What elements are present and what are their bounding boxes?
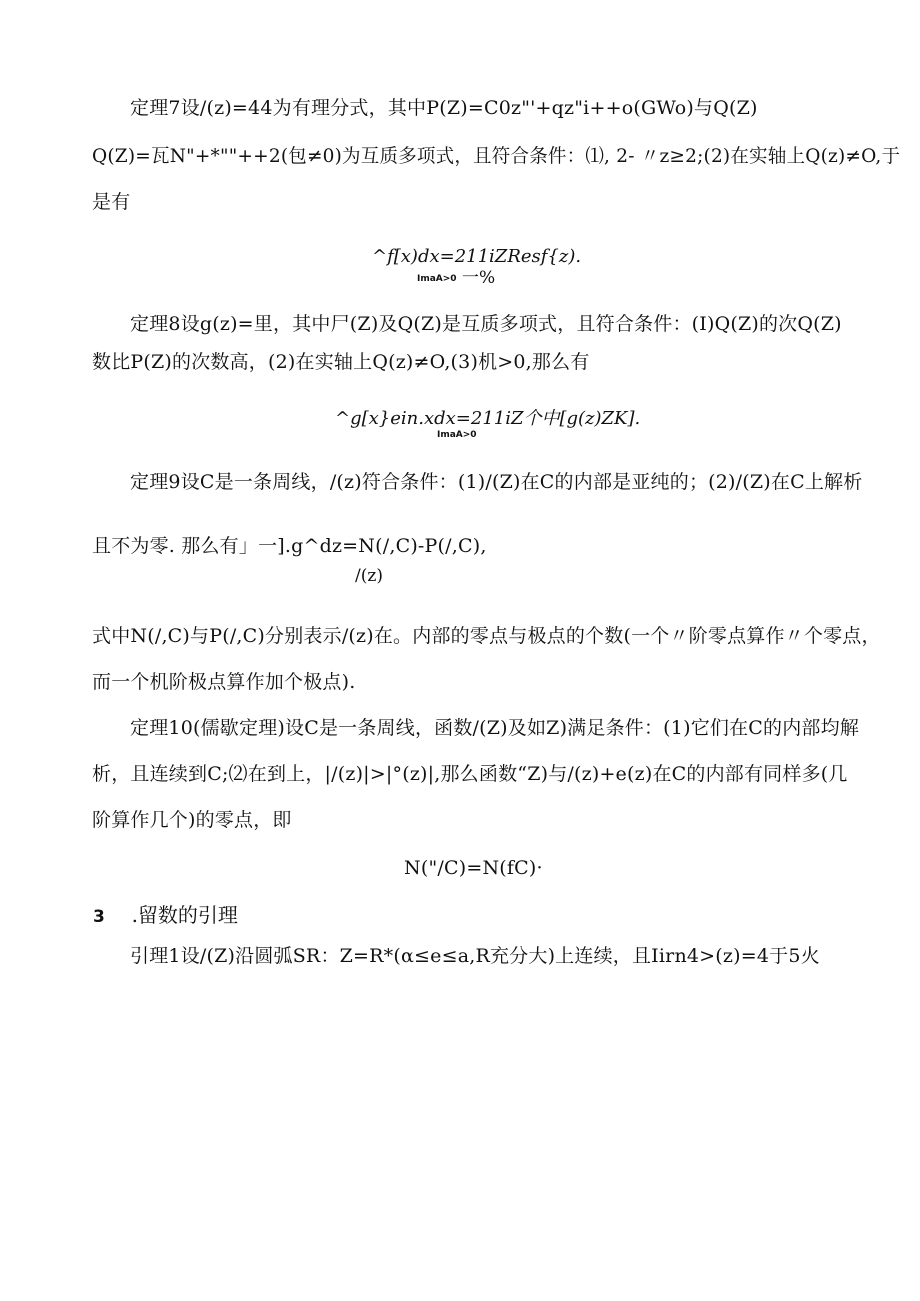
section-3-heading	[93, 902, 238, 930]
theorem8-formula: ^g[x}ein.xdx=211iZ个中[g(z)ZK].	[335, 408, 641, 429]
theorem8-line1: 定理8设g(z)=里，其中尸(Z)及Q(Z)是互质多项式，且符合条件：(I)Q(Z)的次Q(Z)	[130, 313, 842, 335]
theorem7-line1: 定理7设/(z)=44为有理分式，其中P(Z)=C0z"'+qz"i++o(GWo)与Q(Z)	[130, 97, 758, 119]
theorem9-denominator: /(z)	[355, 566, 383, 586]
theorem8-line2: 数比P(Z)的次数高，(2)在实轴上Q(z)≠O,(3)机>0,那么有	[92, 351, 590, 373]
theorem7-formula-tail: 一%	[462, 268, 496, 288]
lemma1-line1: 引理1设/(Z)沿圆弧SR：Z=R*(α≤e≤a,R充分大)上连续，且Iirn4>(z)=4于5火	[130, 945, 820, 967]
theorem9-line4: 而一个机阶极点算作加个极点).	[92, 671, 356, 693]
theorem7-formula: ^f[x)dx=211iZResf{z).	[372, 246, 582, 267]
section-3-title: .留数的引理	[131, 903, 238, 927]
theorem10-formula: N("/C)=N(fC)·	[404, 857, 543, 879]
theorem10-line3: 阶算作几个)的零点，即	[92, 809, 292, 831]
theorem9-line3: 式中N(/,C)与P(/,C)分别表示/(z)在。内部的零点与极点的个数(一个〃阶零点算作〃个零点，	[92, 625, 881, 647]
theorem7-formula-subscript: ImaA>0	[417, 274, 457, 284]
theorem7-line3: 是有	[92, 191, 131, 213]
theorem8-formula-subscript: ImaA>0	[437, 430, 477, 440]
theorem9-line1: 定理9设C是一条周线，/(z)符合条件：(1)/(Z)在C的内部是亚纯的；(2)/(Z)在C上解析	[130, 471, 863, 493]
theorem7-line2: Q(Z)=瓦N"+*""++2(包≠0)为互质多项式，且符合条件：⑴, 2- 〃z≥2;(2)在实轴上Q(z)≠O,于	[92, 145, 901, 167]
theorem10-line1: 定理10(儒歇定理)设C是一条周线，函数/(Z)及如Z)满足条件：(1)它们在C的内部均解	[130, 717, 860, 739]
theorem10-line2: 析，且连续到C;⑵在到上，|/(z)|>|°(z)|,那么函数“Z)与/(z)+e(z)在C的内部有同样多(几	[92, 763, 848, 785]
section-3-number: 3	[93, 907, 105, 927]
theorem9-line2: 且不为零. 那么有」一].g^dz=N(/,C)-P(/,C),	[92, 535, 487, 557]
